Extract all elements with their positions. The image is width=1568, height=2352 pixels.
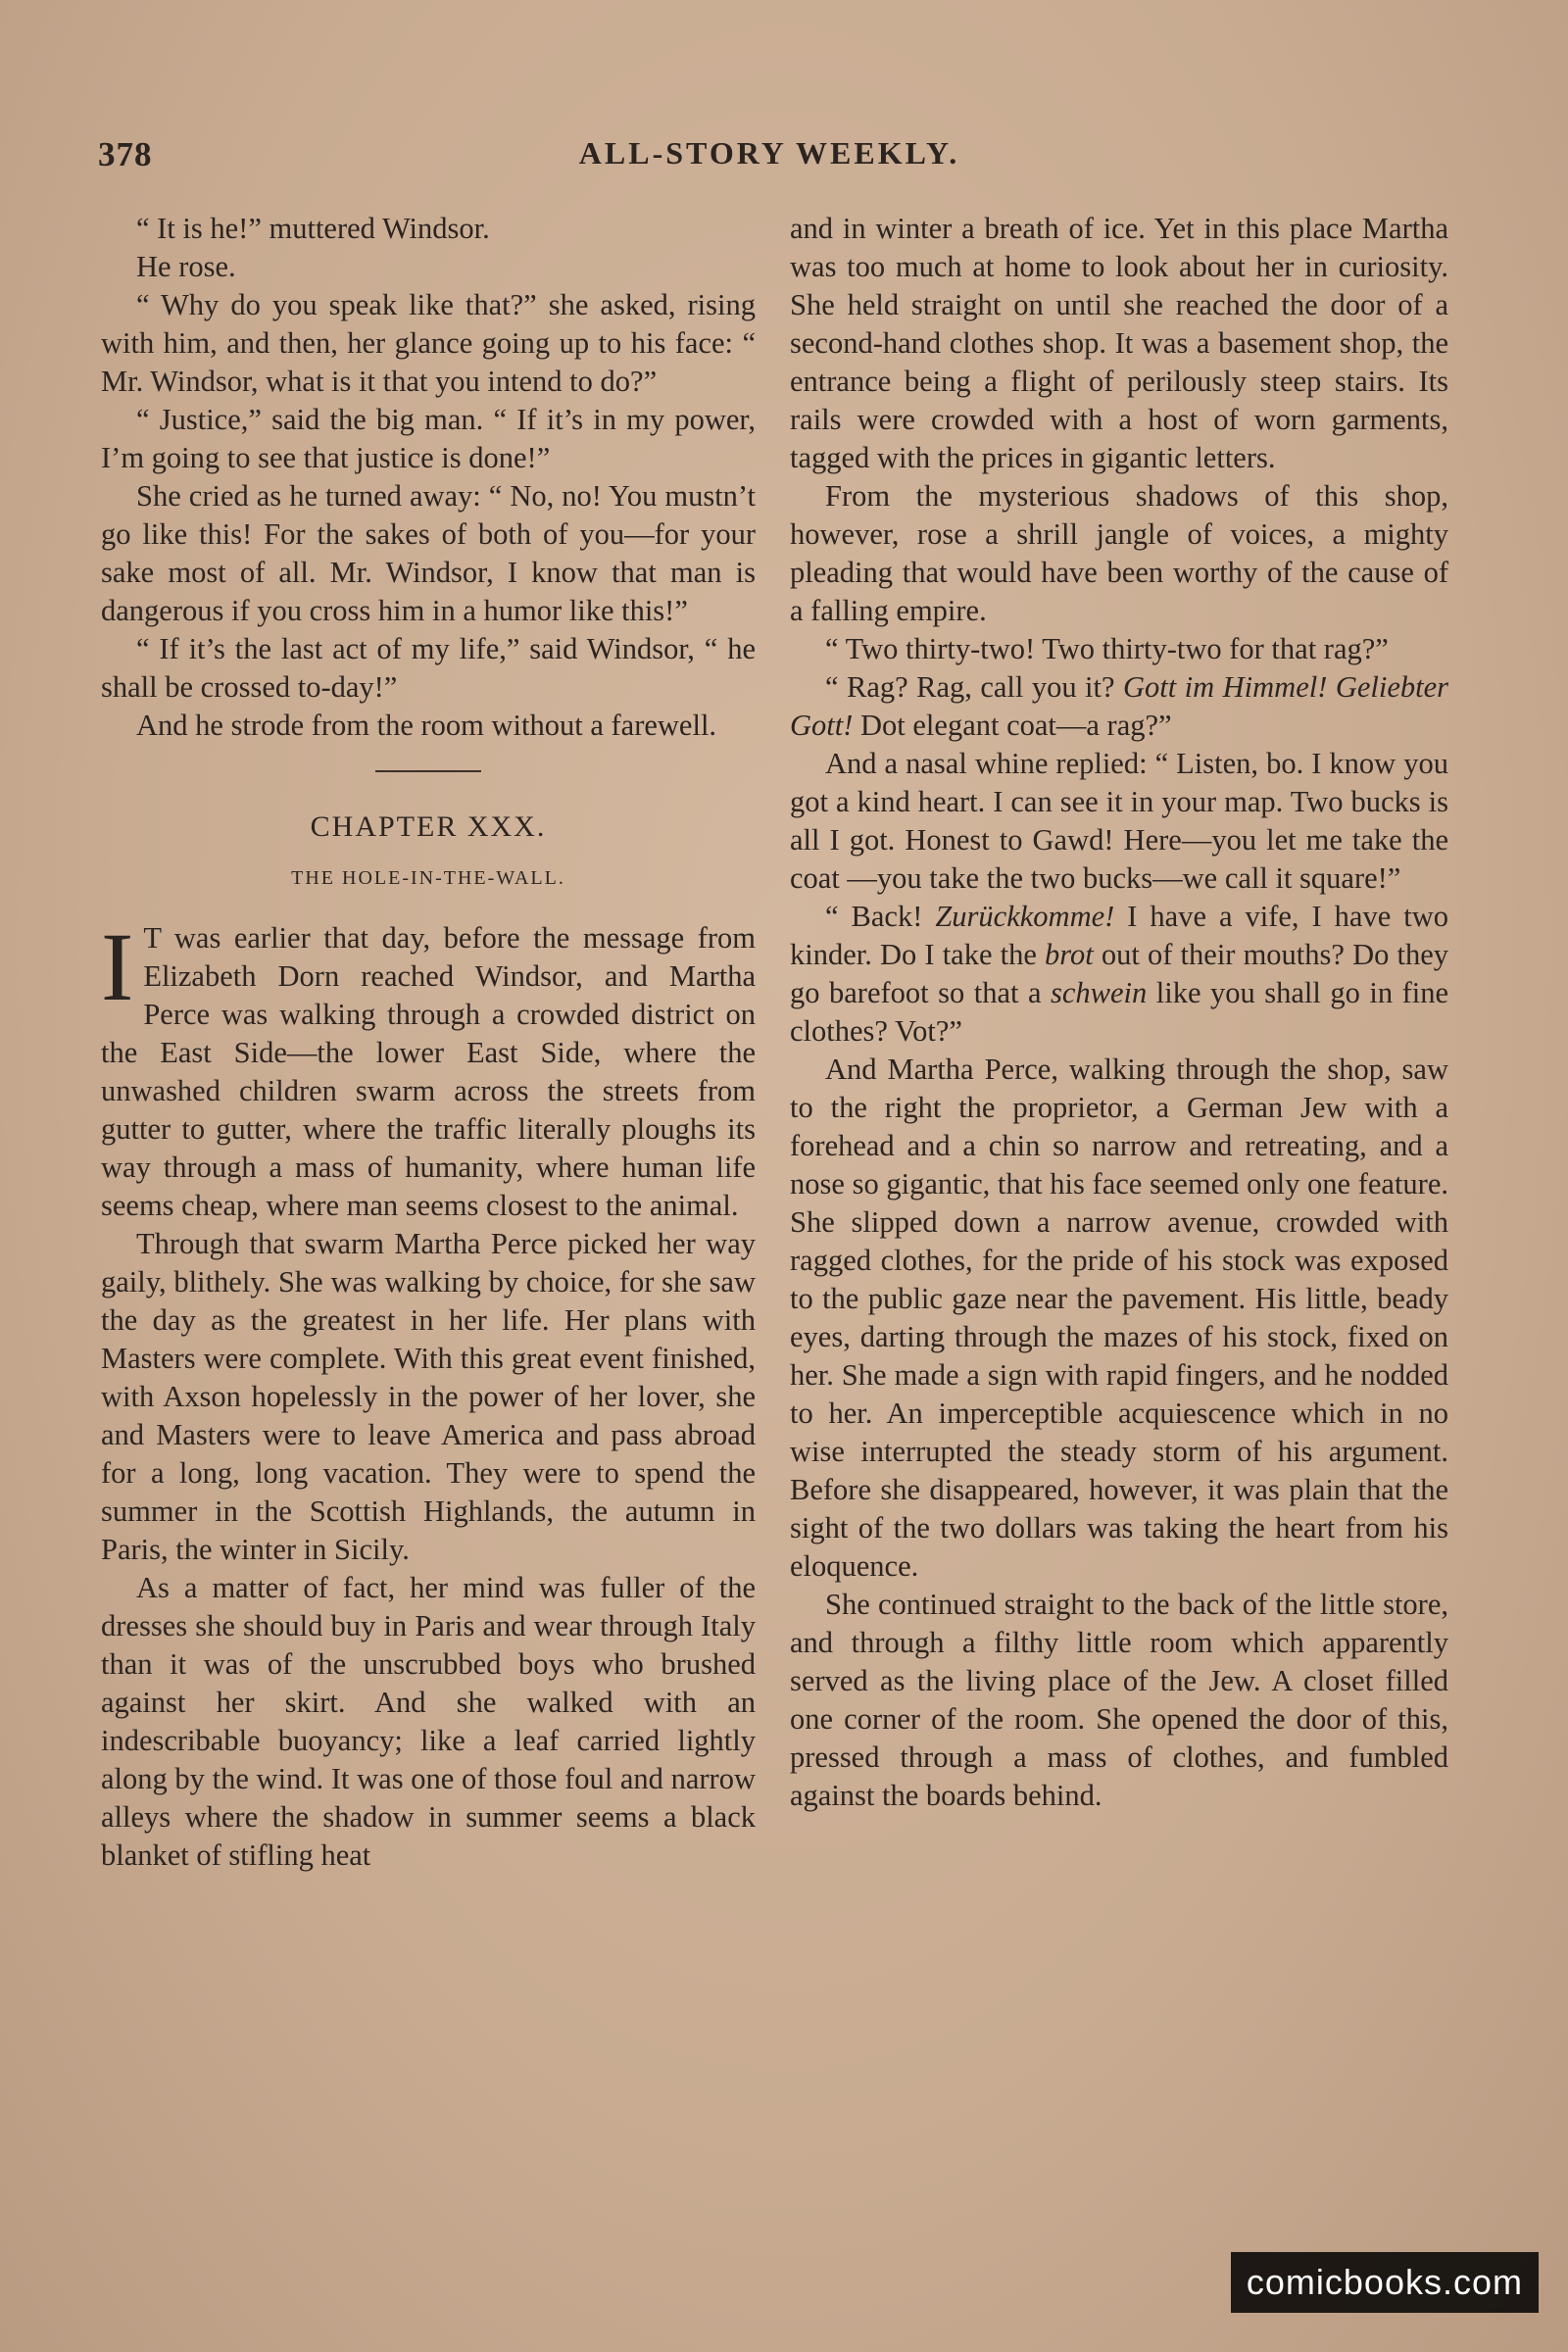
paragraph: And Martha Perce, walking through the shop, saw to the right the proprietor, a German Jew with a forehead and a chin so narrow and retreating, and a nose so gigantic, that his face seemed only one feature. She slipped down a narrow avenue, crowded with ragged clothes, for the pride of his stock was exposed to the public gaze near the pavement. His little, beady eyes, darting through the mazes of his stock, fixed on her. She made a sign with rapid fingers, and he nodded to her. An imperceptible acquiescence which in no wise interrupted the steady storm of his argument. Before she disappeared, however, it was plain that the sight of the two dollars was taking the heart from his eloquence.	[790, 1053, 1448, 1583]
paragraph: She cried as he turned away: “ No, no! You mustn’t go like this! For the sakes of both of you—for your sake most of all. Mr. Windsor, I know that man is dangerous if you cross him in a humor like this!”	[101, 479, 756, 627]
page-header	[98, 135, 1441, 184]
german-word: schwein	[1051, 976, 1148, 1009]
paragraph: “ It is he!” muttered Windsor.	[136, 212, 490, 245]
chapter-subtitle: THE HOLE-IN-THE-WALL.	[291, 867, 565, 889]
paragraph: As a matter of fact, her mind was fuller of the dresses she should buy in Paris and wear through Italy than it was of the unscrubbed boys who brushed against her skirt. And she walked with an indescribable buoyancy; like a leaf carried lightly along by the wind. It was one of those foul and narrow alleys where the shadow in summer seems a black blanket of stifling heat	[101, 1571, 756, 1872]
paragraph: And a nasal whine replied: “ Listen, bo. I know you got a kind heart. I can see it in your map. Two bucks is all I got. Honest to Gawd! Here—you let me take the coat —you take the two bucks—we call it square!”	[790, 747, 1448, 895]
dialogue-text: “ Back!	[825, 900, 936, 933]
chapter-opening-paragraph	[101, 912, 756, 1225]
dialogue-text: like you shall go in fine clothes? Vot?”	[790, 976, 1448, 1048]
dialogue-text: “ Rag? Rag, call you it?	[825, 670, 1123, 704]
paragraph: And he strode from the room without a farewell.	[136, 709, 717, 742]
right-column	[790, 210, 1448, 1815]
dialogue-text: I have a vife, I have two kinder. Do I take the	[790, 900, 1448, 971]
dialogue-text: out of their mouths? Do they go barefoot so that a	[790, 938, 1448, 1009]
paragraph	[790, 898, 1448, 1051]
paragraph: “ Two thirty-two! Two thirty-two for that rag?”	[825, 632, 1389, 665]
paragraph-text: T was earlier that day, before the message from Elizabeth Dorn reached Windsor, and Martha Perce was walking through a crowded district on the East Side—the lower East Side, where the unwashed children swarm across the streets from gutter to gutter, where the traffic literally ploughs its way through a mass of humanity, where human life seems cheap, where man seems closest to the animal.	[101, 921, 756, 1222]
page-number: 378	[98, 135, 153, 173]
german-word: Zurückkomme!	[935, 900, 1115, 933]
running-head: ALL-STORY WEEKLY.	[578, 135, 960, 171]
site-watermark: comicbooks.com	[1231, 2252, 1539, 2313]
section-divider	[375, 770, 481, 772]
left-column	[101, 210, 756, 1875]
german-word: brot	[1045, 938, 1094, 971]
paragraph: Through that swarm Martha Perce picked her way gaily, blithely. She was walking by choice, for she saw the day as the greatest in her life. Her plans with Masters were complete. With this great event finished, with Axson hopelessly in the power of her lover, she and Masters were to leave America and pass abroad for a long, long vacation. They were to spend the summer in the Scottish Highlands, the autumn in Paris, the winter in Sicily.	[101, 1227, 756, 1566]
paragraph: “ Why do you speak like that?” she asked, rising with him, and then, her glance going up to his face: “ Mr. Windsor, what is it that you intend to do?”	[101, 288, 756, 398]
paragraph: He rose.	[136, 250, 236, 283]
paragraph	[790, 668, 1448, 745]
paragraph: “ Justice,” said the big man. “ If it’s in my power, I’m going to see that justice is done!”	[101, 403, 756, 474]
german-phrase: Gott im Himmel! Geliebter Gott!	[790, 670, 1449, 742]
chapter-title: CHAPTER XXX.	[310, 810, 547, 843]
dialogue-text: Dot elegant coat—a rag?”	[853, 709, 1172, 742]
paragraph: She continued straight to the back of the little store, and through a filthy little room which apparently served as the living place of the Jew. A closet filled one corner of the room. She opened the door of this, pressed through a mass of clothes, and fumbled against the boards behind.	[790, 1588, 1448, 1812]
paragraph: “ If it’s the last act of my life,” said Windsor, “ he shall be crossed to-day!”	[101, 632, 756, 704]
drop-cap: I	[101, 912, 134, 1021]
paragraph: and in winter a breath of ice. Yet in this place Martha was too much at home to look about her in curiosity. She held straight on until she reached the door of a second-hand clothes shop. It was a basement shop, the entrance being a flight of perilously steep stairs. Its rails were crowded with a host of worn garments, tagged with the prices in gigantic letters.	[790, 212, 1448, 474]
paragraph: From the mysterious shadows of this shop, however, rose a shrill jangle of voices, a mighty pleading that would have been worthy of the cause of a falling empire.	[790, 479, 1448, 627]
